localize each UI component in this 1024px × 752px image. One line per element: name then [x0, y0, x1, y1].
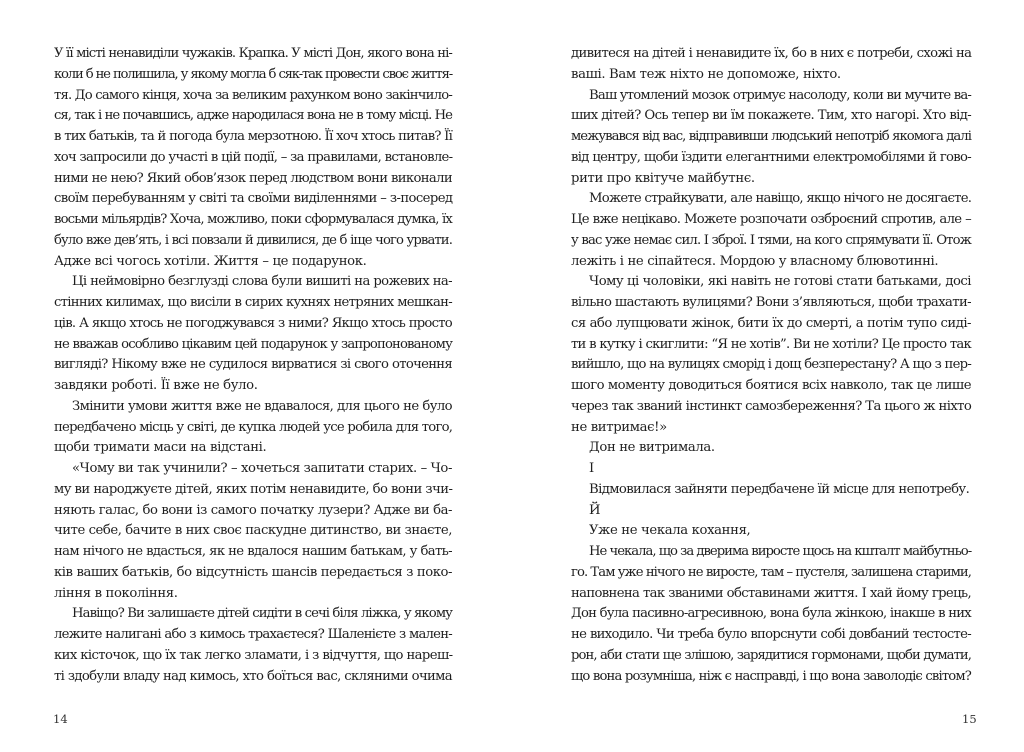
text-line: Ці неймовірно безглузді слова були вишиті на рожевих на- [72, 274, 452, 290]
text-line: хоч запросили до участі в цій події, – за правилами, встановле- [54, 149, 453, 165]
text-line: Дон не витримала. [589, 440, 715, 456]
text-line: Чому ці чоловіки, які навіть не готові стати батьками, досі [589, 274, 971, 290]
text-line: ти в кутку і скиглити: “Я не хотів”. Ви не хотіли? Це просто так [571, 336, 971, 352]
text-line: завдяки роботі. Її вже не було. [54, 378, 258, 393]
text-line: що вона розумніша, ніж є насправді, і що вона заволодіє світом? [571, 668, 971, 684]
text-line: від центру, щоби їздити елегантними електромобілями й гово- [571, 149, 971, 165]
text-line: дивитеся на дітей і ненавидите їх, бо в них є потреби, схожі на [571, 46, 972, 61]
right-page-number: 15 [962, 712, 977, 726]
text-line: Можете страйкувати, але навіщо, якщо нічого не досягаєте. [589, 191, 972, 207]
text-line: межувався від вас, відправивши людський непотріб якомога далі [571, 129, 971, 144]
left-page-text [54, 44, 452, 687]
text-line: Відмовилася зайняти передбачене їй місце для непотребу. [589, 481, 970, 497]
text-line: ся або лупцювати жінок, бити їх до смерті, а потім тупо сиді- [571, 315, 971, 331]
text-line: Уже не чекала кохання, [589, 523, 751, 539]
text-line: му ви народжуєте дітей, яких потім ненавидите, бо вони зчи- [54, 481, 453, 497]
right-page-text [571, 44, 971, 687]
text-line: тя. До самого кінця, хоча за великим рахунком воно закінчило- [54, 87, 453, 103]
text-line: ся, так і не почавшись, адже народилася вона не в тому місці. Не [54, 108, 452, 124]
text-line: було вже дев’ять, і всі повзали й дивилися, де б іще чого урвати. [54, 232, 452, 248]
right-page [512, 0, 1024, 752]
text-line: не вважав особливо цікавим цей подарунок у запропонованому [54, 336, 452, 352]
text-line: ті здобули владу над кимось, хто боїться вас, скляними очима [54, 668, 452, 684]
text-line: Навіщо? Ви залишаєте дітей сидіти в сечі біля ліжка, у якому [72, 606, 453, 622]
text-line: щоби тримати маси на відстані. [54, 440, 267, 456]
text-line: Ваш утомлений мозок отримує насолоду, коли ви мучите ва- [589, 87, 972, 103]
text-line: стінних килимах, що висіли в сирих кухнях нетряних мешкан- [54, 295, 452, 310]
text-line: ких кісточок, що їх так легко зламати, і з відчуття, що нареш- [54, 647, 453, 663]
text-line: у вас уже немає сил. І зброї. І тями, на кого спрямувати її. Отож [571, 232, 971, 248]
text-line: ців. А якщо хтось не погоджувався з ними? Якщо хтось просто [54, 315, 452, 331]
text-line: шого моменту доводиться боятися всіх навколо, так це лише [571, 378, 971, 393]
text-line: нам нічого не вдасться, як не вдалося нашим батькам, у бать- [54, 544, 452, 559]
text-line: Не чекала, що за дверима виросте щось на кшталт майбутньо- [589, 544, 972, 559]
text-line: не виходило. Чи треба було впорснути собі довбаний тестосте- [571, 627, 971, 642]
text-line: не витримає!» [571, 419, 667, 435]
text-line: восьми мільярдів? Хоча, можливо, поки сформувалася думка, їх [54, 212, 452, 227]
text-line: І [589, 461, 594, 476]
text-line: Й [589, 502, 601, 518]
text-line: Адже всі чогось хотіли. Життя – це подарунок. [54, 253, 367, 269]
text-line: Це вже нецікаво. Можете розпочати озброєний спротив, але – [571, 212, 971, 227]
text-line: ління в покоління. [54, 585, 178, 601]
text-line: лежіть і не сіпайтеся. Мордою у власному блювотинні. [571, 253, 939, 269]
text-line: рон, аби стати ще злішою, зарядитися гормонами, щоби думати, [571, 647, 971, 663]
text-line: чите себе, бачите в них своє паскудне дитинство, ви знаєте, [54, 523, 452, 539]
text-line: У її місті ненавиділи чужаків. Крапка. У місті Дон, якого вона ні- [54, 46, 452, 61]
text-line: ваші. Вам теж ніхто не допоможе, ніхто. [571, 66, 841, 82]
text-line: рити про квітуче майбутнє. [571, 170, 755, 186]
text-line: коли б не полишила, у якому могла б сяк-так провести своє життя- [54, 66, 452, 82]
text-line: ків ваших батьків, бо відсутність шансів передається з поко- [54, 564, 452, 580]
text-line: лежите налигані або з кимось трахаєтеся? Шаленієте з мален- [54, 627, 452, 642]
text-line: наповнена так званими обставинами життя. І хай йому грець, [571, 585, 971, 601]
text-line: Змінити умови життя вже не вдавалося, для цього не було [72, 398, 452, 414]
text-line: вільно шастають вулицями? Вони з’являються, щоби трахати- [571, 295, 972, 310]
text-line: «Чому ви так учинили? – хочеться запитати старих. – Чо- [72, 461, 452, 476]
text-line: Дон була пасивно-агресивною, вона була жінкою, інакше в них [571, 606, 971, 622]
text-line: ших дітей? Ось тепер ви їм покажете. Тим, хто нагорі. Хто від- [571, 108, 971, 124]
text-line: ними не нею? Який обов’язок перед людством вони виконали [54, 170, 452, 186]
text-line: вигляді? Нікому вже не судилося вирватися зі свого оточення [54, 357, 452, 373]
left-page-number: 14 [53, 712, 68, 726]
text-line: няють галас, бо вони із самого початку лузери? Адже ви ба- [54, 502, 452, 518]
text-line: го. Там уже нічого не виросте, там – пустеля, залишена старими, [571, 564, 971, 580]
text-line: через так званий інстинкт самозбереження? Та цього ж ніхто [571, 398, 972, 414]
text-line: в тих батьків, та й погода була мерзотною. Її хоч хтось питав? Її [54, 129, 452, 144]
text-line: своїм перебуванням у світі та своїми виділеннями – з-посеред [54, 191, 453, 207]
text-line: вийшло, що на вулицях сморід і дощ безперестану? А що з пер- [571, 357, 972, 373]
text-line: передбачено місць у світі, де купка людей усе робила для того, [54, 419, 453, 435]
